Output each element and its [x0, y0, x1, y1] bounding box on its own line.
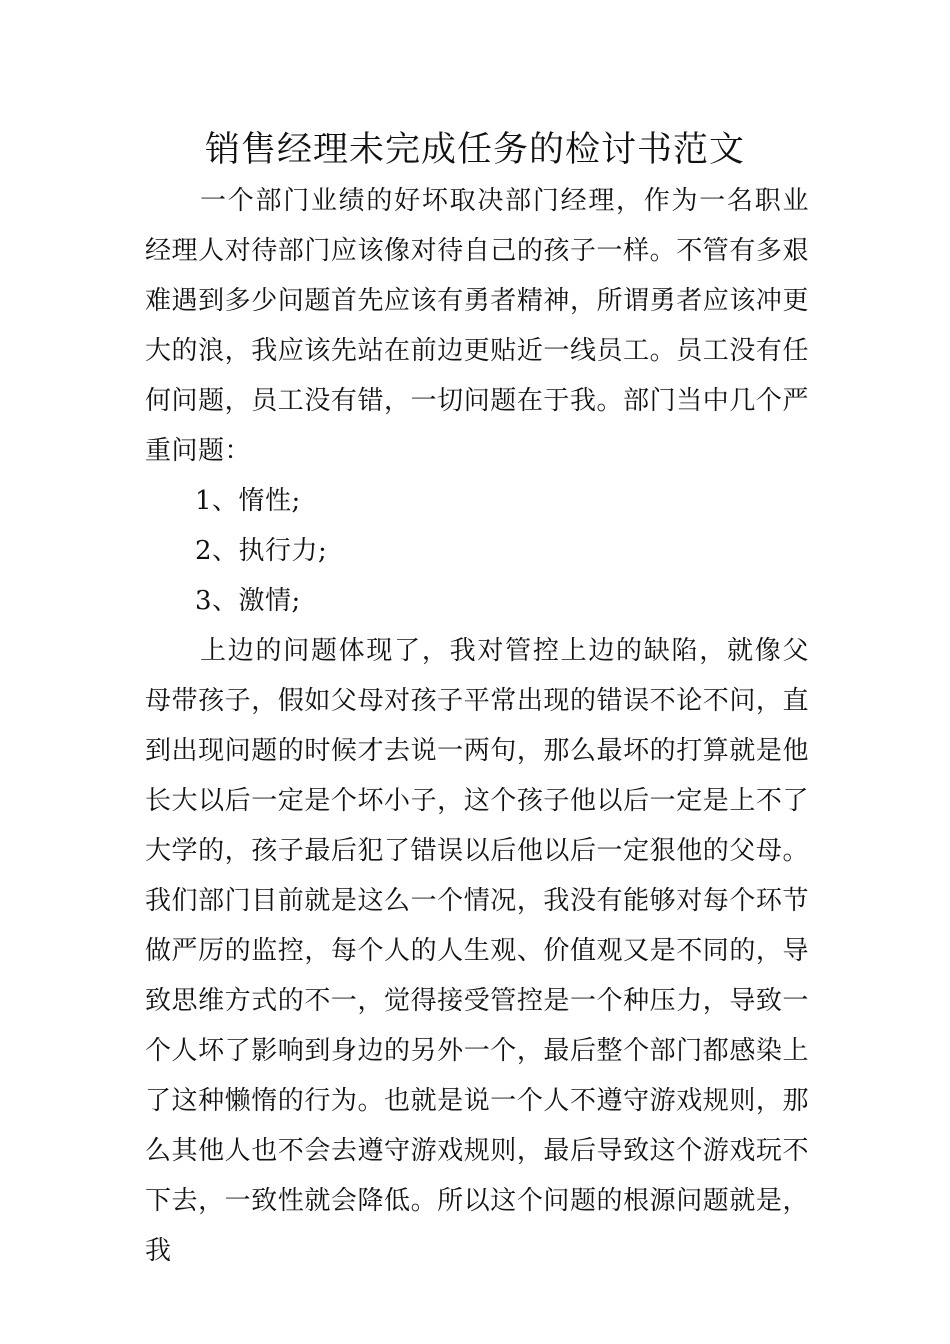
- list-item-1: 1、惰性;: [195, 486, 301, 516]
- document-title: 销售经理未完成任务的检讨书范文: [204, 130, 745, 170]
- paragraph-analysis: 上边的问题体现了，我对管控上边的缺陷，就像父母带孩子，假如父母对孩子平常出现的错误不论不问，直到出现问题的时候才去说一两句，那么最坏的打算就是他长大以后一定是个坏小子，这个孩子他以后一定是上不了大学的，孩子最后犯了错误以后他以后一定狠他的父母。我们部门目前就是这么一个情况，我没有能够对每个环节做严厉的监控，每个人的人生观、价值观又是不同的，导致思维方式的不一，觉得接受管控是一个种压力，导致一个人坏了影响到身边的另外一个，最后整个部门都感染上了这种懒惰的行为。也就是说一个人不遵守游戏规则，那么其他人也不会去遵守游戏规则，最后导致这个游戏玩不下去，一致性就会降低。所以这个问题的根源问题就是，我: [145, 636, 809, 1266]
- paragraph-intro: 一个部门业绩的好坏取决部门经理，作为一名职业经理人对待部门应该像对待自己的孩子一样。不管有多艰难遇到多少问题首先应该有勇者精神，所谓勇者应该冲更大的浪，我应该先站在前边更贴近一线员工。员工没有任何问题，员工没有错，一切问题在于我。部门当中几个严重问题：: [145, 186, 809, 466]
- list-item-2: 2、执行力;: [195, 536, 328, 566]
- document-body: [145, 176, 809, 1276]
- list-item-3: 3、激情;: [195, 586, 301, 616]
